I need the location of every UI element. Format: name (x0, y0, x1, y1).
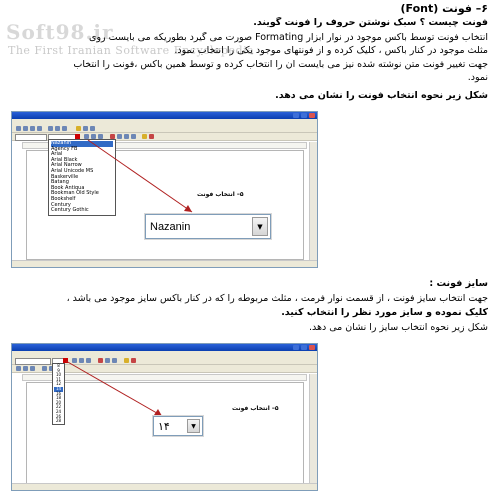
size-option[interactable]: 20 (55, 399, 62, 405)
document-text: ۵– انتخاب فونت (232, 405, 279, 412)
paragraph-line: انتخاب فونت توسط باکس موجود در نوار ابزار Formating صورت می گیرد بطوریکه می بایست روی (89, 32, 488, 43)
font-option[interactable]: Century (51, 201, 71, 208)
size-option[interactable]: 8 (57, 363, 60, 368)
size-option[interactable]: 12 (55, 381, 62, 387)
font-name-value: Nazanin (150, 220, 191, 233)
section-heading: ۶– فونت (Font) (400, 2, 488, 15)
size-option[interactable]: 22 (55, 404, 62, 410)
paragraph-line: کلیک نموده و سایز مورد نظر را انتخاب کنید. (281, 307, 488, 318)
figure-caption: شکل زیر نحوه انتخاب سایز را نشان می دهد. (308, 322, 488, 333)
size-heading: سایز فونت : (429, 278, 488, 289)
size-option[interactable]: 14 (55, 385, 62, 391)
font-option[interactable]: Bookman Old Style (51, 190, 99, 197)
font-option[interactable]: Arial Unicode MS (51, 167, 94, 174)
font-size-value: ۱۴ (158, 420, 170, 433)
pointer-arrow (12, 112, 317, 267)
font-name-combo-zoom[interactable] (145, 214, 271, 239)
size-option[interactable]: 10 (55, 372, 62, 378)
size-option[interactable]: 18 (55, 395, 62, 401)
size-option[interactable]: 26 (55, 413, 62, 419)
size-option[interactable]: 11 (55, 376, 62, 382)
chevron-down-icon[interactable]: ▼ (252, 217, 268, 236)
paragraph-line: مثلث موجود در کنار باکس ، کلیک کرده و از فونتهای موجود یکی را انتخاب نمود. (174, 45, 488, 56)
size-option[interactable]: 28 (55, 418, 62, 424)
font-option[interactable]: Arial Narrow (51, 162, 82, 169)
font-option[interactable]: Century Gothic (51, 207, 89, 214)
size-option[interactable]: 24 (55, 408, 62, 414)
document-text: ۵– انتخاب فونت (197, 191, 244, 198)
font-option[interactable]: Arial (51, 151, 63, 158)
watermark-tagline: The First Iranian Software Encyclopedia (8, 44, 255, 57)
font-option[interactable]: Book Antiqua (51, 184, 85, 191)
font-option[interactable]: Batang (51, 179, 69, 186)
word-screenshot-font (11, 111, 318, 268)
font-option[interactable]: Agency FB (51, 145, 78, 152)
font-option[interactable]: Bookshelf (51, 195, 76, 202)
word-screenshot-size (11, 343, 318, 491)
size-option[interactable]: 9 (57, 367, 60, 373)
size-option[interactable]: 16 (55, 390, 62, 396)
font-option[interactable]: Arial Black (51, 156, 78, 163)
watermark-logo: Soft98.ir (6, 20, 114, 44)
font-size-combo-zoom[interactable] (153, 416, 203, 436)
font-option[interactable]: Nazanin (51, 141, 113, 147)
question-line: فونت چیست ؟ سبک نوشتن حروف را فونت گویند. (253, 17, 488, 28)
paragraph-line: جهت انتخاب سایز فونت ، از قسمت نوار فرمت ، مثلث مربوطه را که در کنار باکس سایز موجود می باشد ، (66, 293, 488, 304)
paragraph-line: جهت تغییر فونت متن نوشته شده نیز می بایست آن را انتخاب کرده و توسط همین باکس ،فونت را انتخاب (73, 59, 488, 70)
font-option[interactable]: Baskerville (51, 173, 79, 180)
chevron-down-icon[interactable]: ▼ (187, 419, 200, 433)
figure-caption: شکل زیر نحوه انتخاب فونت را نشان می دهد. (275, 90, 488, 101)
paragraph-line: نمود. (467, 72, 488, 83)
